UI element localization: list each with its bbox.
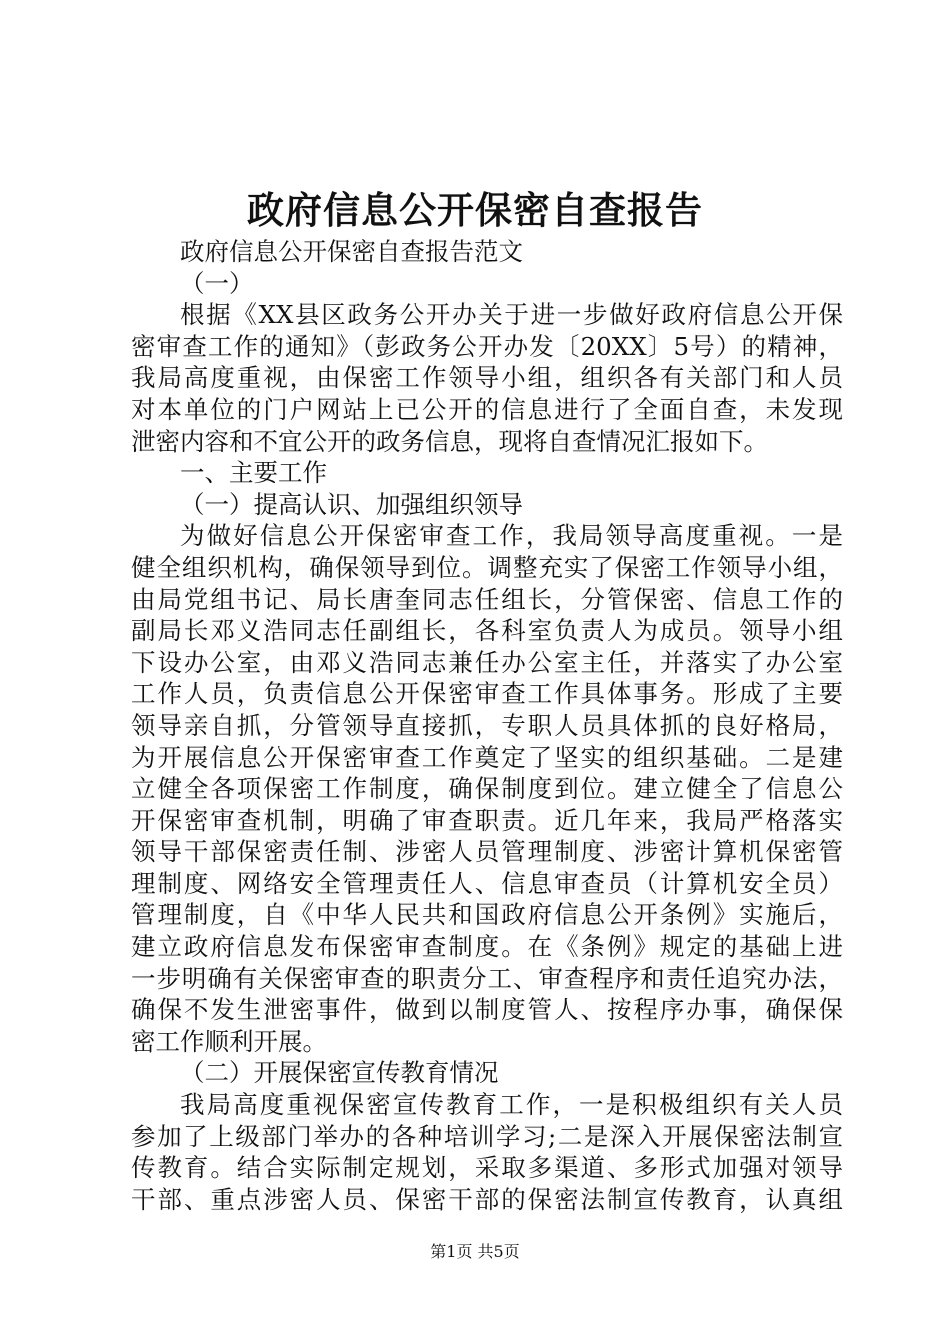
body-line: （一）: [180, 268, 254, 298]
body-line: 下设办公室，由邓义浩同志兼任办公室主任，并落实了办公室: [131, 647, 843, 677]
body-line: 对本单位的门户网站上已公开的信息进行了全面自查，未发现: [131, 394, 843, 424]
body-line: 传教育。结合实际制定规划，采取多渠道、多形式加强对领导: [131, 1153, 843, 1183]
body-line: 一步明确有关保密审查的职责分工、审查程序和责任追究办法，: [131, 963, 843, 993]
body-line: 密审查工作的通知》（彭政务公开办发〔20XX〕5号）的精神，: [131, 331, 843, 361]
body-line: 副局长邓义浩同志任副组长，各科室负责人为成员。领导小组: [131, 616, 843, 646]
body-line: 工作人员，负责信息公开保密审查工作具体事务。形成了主要: [131, 679, 843, 709]
body-line: 健全组织机构，确保领导到位。调整充实了保密工作领导小组，: [131, 552, 843, 582]
body-line: （一）提高认识、加强组织领导: [180, 489, 523, 519]
body-line: 为开展信息公开保密审查工作奠定了坚实的组织基础。二是建: [131, 742, 843, 772]
body-line: （二）开展保密宣传教育情况: [180, 1058, 499, 1088]
body-line: 领导干部保密责任制、涉密人员管理制度、涉密计算机保密管: [131, 837, 843, 867]
body-line: 开保密审查机制，明确了审查职责。近几年来，我局严格落实: [131, 805, 843, 835]
body-line: 我局高度重视，由保密工作领导小组，组织各有关部门和人员: [131, 363, 843, 393]
body-line: 干部、重点涉密人员、保密干部的保密法制宣传教育，认真组: [131, 1184, 843, 1214]
body-line: 管理制度，自《中华人民共和国政府信息公开条例》实施后，: [131, 900, 843, 930]
body-line: 由局党组书记、局长唐奎同志任组长，分管保密、信息工作的: [131, 584, 843, 614]
body-line: 密工作顺利开展。: [131, 1026, 327, 1056]
body-line: 根据《XX县区政务公开办关于进一步做好政府信息公开保: [180, 300, 843, 330]
body-line: 我局高度重视保密宣传教育工作，一是积极组织有关人员: [180, 1090, 843, 1120]
body-line: 确保不发生泄密事件，做到以制度管人、按程序办事，确保保: [131, 995, 843, 1025]
document-body: [131, 236, 843, 1215]
body-line: 一、主要工作: [180, 458, 327, 488]
body-line: 参加了上级部门举办的各种培训学习;二是深入开展保密法制宣: [131, 1121, 843, 1151]
body-line: 政府信息公开保密自查报告范文: [180, 237, 523, 266]
body-line: 泄密内容和不宜公开的政务信息，现将自查情况汇报如下。: [131, 426, 768, 456]
body-line: 理制度、网络安全管理责任人、信息审查员（计算机安全员）: [131, 868, 843, 898]
body-line: 建立政府信息发布保密审查制度。在《条例》规定的基础上进: [131, 932, 843, 962]
page-footer: 第1页 共5页: [430, 1242, 520, 1261]
document-title: 政府信息公开保密自查报告: [247, 188, 703, 232]
body-line: 领导亲自抓，分管领导直接抓，专职人员具体抓的良好格局，: [131, 710, 843, 740]
body-line: 立健全各项保密工作制度，确保制度到位。建立健全了信息公: [131, 774, 843, 804]
body-line: 为做好信息公开保密审查工作，我局领导高度重视。一是: [180, 521, 843, 551]
